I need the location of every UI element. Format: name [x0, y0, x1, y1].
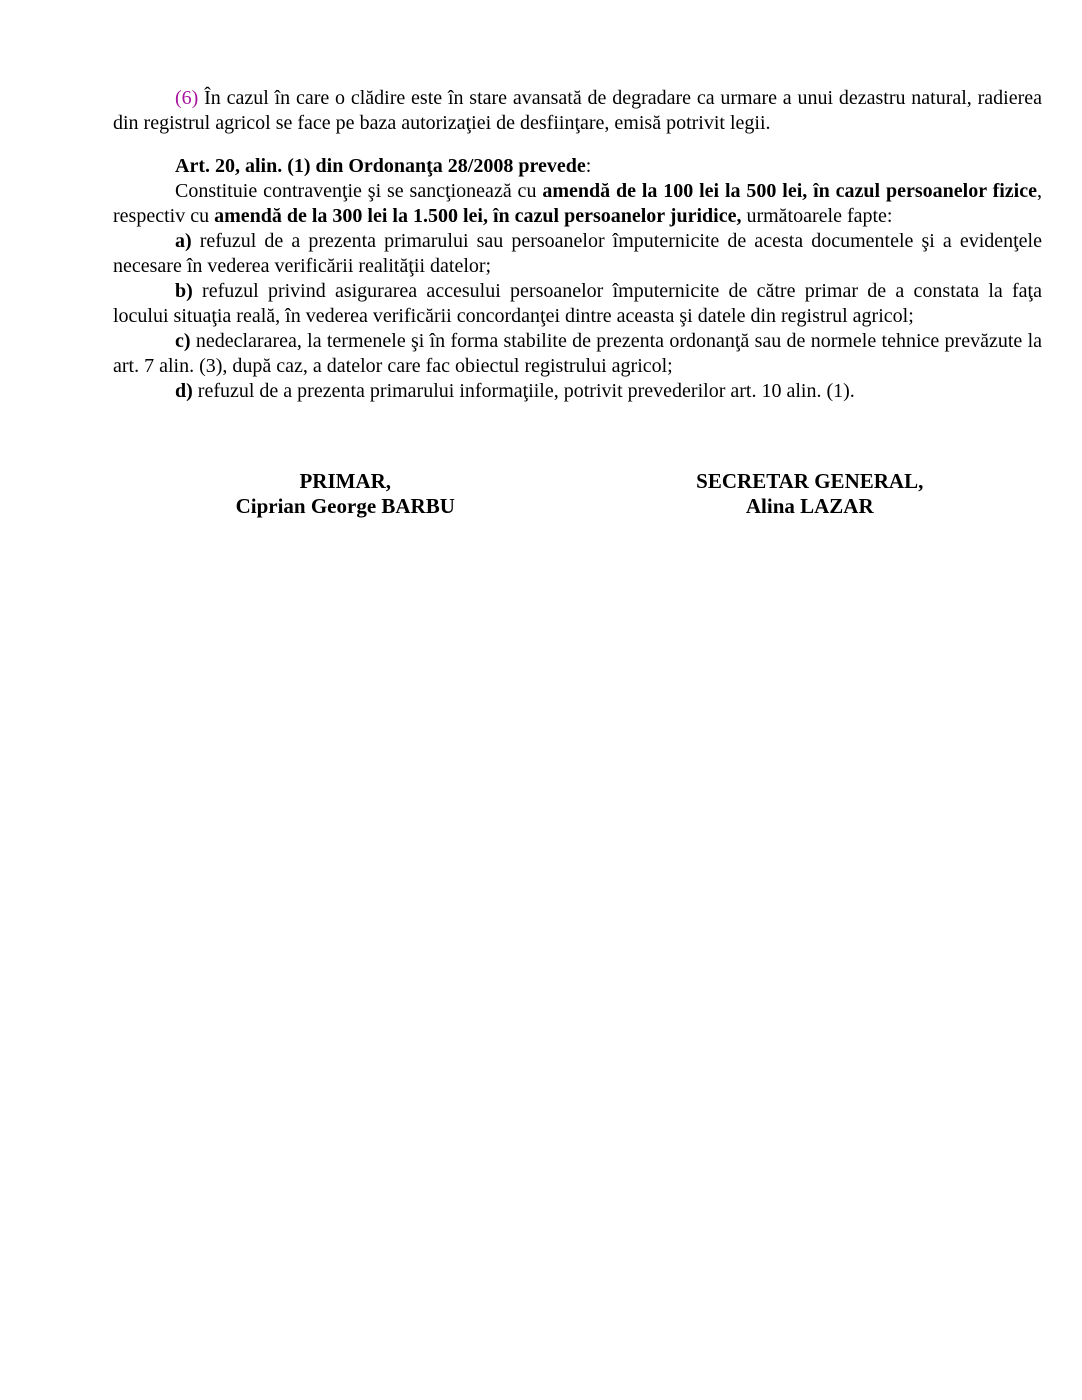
paragraph-litera-a: [113, 229, 1042, 279]
paragraph-alin-6: [113, 86, 1042, 136]
paragraph-constituie: [113, 179, 1042, 229]
text-segment: d): [175, 380, 193, 402]
signature-title-secretar: SECRETAR GENERAL,: [696, 469, 924, 493]
text-segment: Art. 20, alin. (1) din Ordonanţa 28/2008 prevede: [175, 155, 586, 177]
text-segment: În cazul în care o clădire este în stare avansată de degradare ca urmare a unui dezastru natural, radierea din registrul agricol se face pe baza autorizaţiei de desfiinţare, emisă potrivit legii.: [113, 87, 1042, 134]
text-segment: nedeclararea, la termenele şi în forma stabilite de prezenta ordonanţă sau de normele tehnice prevăzute la art. 7 alin. (3), după caz, a datelor care fac obiectul registrului agricol;: [113, 330, 1042, 377]
text-segment: , respectiv cu: [113, 180, 1042, 227]
text-segment: a): [175, 230, 192, 252]
text-segment: refuzul de a prezenta primarului sau persoanelor împuternicite de acesta documentele şi a evidenţele necesare în vederea verificării realităţii datelor;: [113, 230, 1042, 277]
text-segment: c): [175, 330, 191, 352]
text-segment: refuzul de a prezenta primarului informaţiile, potrivit prevederilor art. 10 alin. (1).: [192, 380, 855, 402]
document-body: [0, 0, 1082, 519]
signature-name-primar: Ciprian George BARBU: [235, 494, 455, 518]
paragraphs-container: [113, 86, 1042, 404]
paragraph-litera-c: [113, 329, 1042, 379]
text-segment: următoarele fapte:: [741, 205, 893, 227]
paragraph-art20-heading: [113, 154, 1042, 179]
signature-secretar-general: [578, 469, 1043, 519]
text-segment: Constituie contravenţie şi se sancţionează cu: [175, 180, 543, 202]
signature-name-secretar: Alina LAZAR: [745, 494, 874, 518]
text-segment: amendă de la 300 lei la 1.500 lei, în cazul persoanelor juridice,: [214, 205, 742, 227]
text-segment: amendă de la 100 lei la 500 lei, în cazul persoanelor fizice: [542, 180, 1037, 202]
signature-block: [113, 469, 1042, 519]
paragraph-litera-b: [113, 279, 1042, 329]
signature-title-primar: PRIMAR,: [299, 469, 392, 493]
paragraph-litera-d: [113, 379, 1042, 404]
text-segment: refuzul privind asigurarea accesului persoanelor împuternicite de către primar de a constata la faţa locului situaţia reală, în vederea verificării concordanţei dintre aceasta şi datele din registrul agricol;: [113, 280, 1042, 327]
text-segment: :: [585, 155, 592, 177]
text-segment: b): [175, 280, 193, 302]
alineat-number: (6): [175, 87, 199, 109]
signature-primar: [113, 469, 578, 519]
